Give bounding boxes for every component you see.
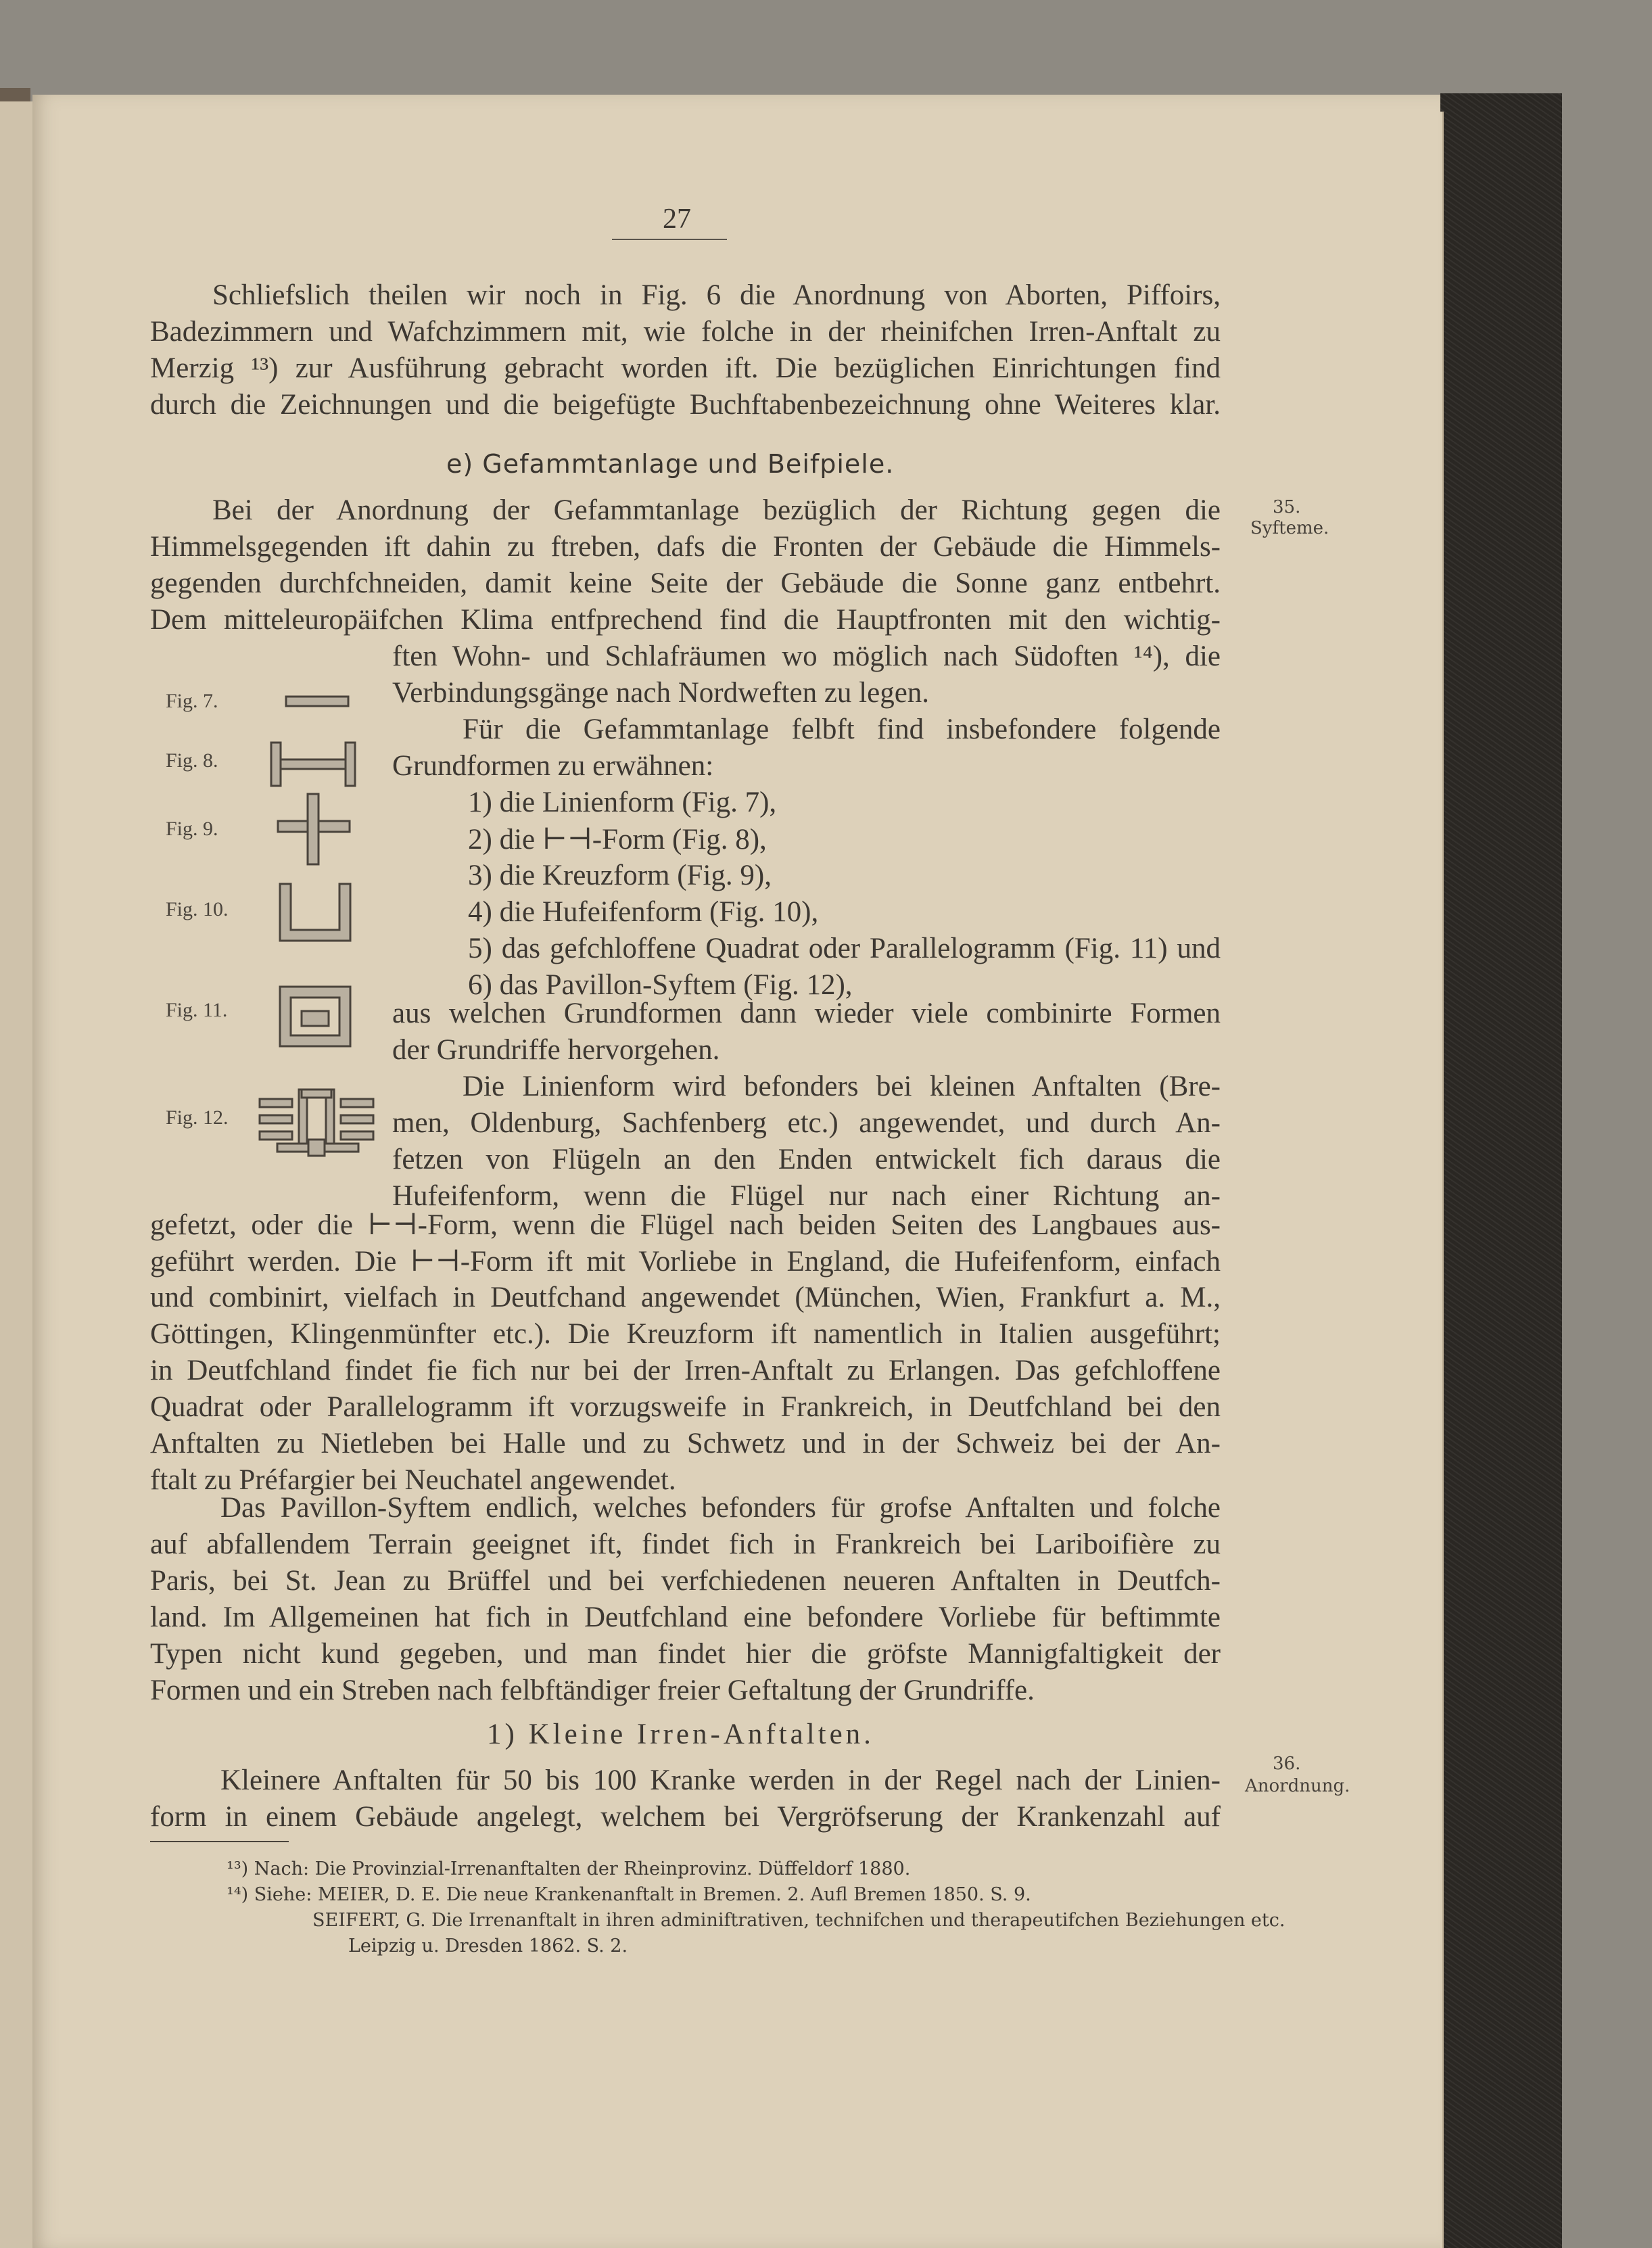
paragraph-3-continued xyxy=(150,1208,1221,1505)
figure-11-square-plan xyxy=(277,984,355,1052)
footnote-14-continued: SEIFERT, G. Die Irrenanftalt in ihren adminiftrativen, technifchen und therapeutifchen Beziehungen etc. xyxy=(312,1910,1285,1931)
paragraph-2 xyxy=(150,494,1221,642)
text-line: Schliefslich theilen wir noch in Fig. 6 die Anordnung von Aborten, Piffoirs, xyxy=(212,279,1221,311)
figure-label-9: Fig. 9. xyxy=(166,818,218,840)
margin-note-label: Anordnung. xyxy=(1245,1776,1350,1796)
text-line: geführt werden. Die ⊢⊣-Form ift mit Vorliebe in England, die Hufeifenform, einfach xyxy=(150,1246,1221,1278)
footnote-14-continued: Leipzig u. Dresden 1862. S. 2. xyxy=(348,1936,628,1957)
figure-10-horseshoe-plan xyxy=(277,881,355,945)
text-line: durch die Zeichnungen und die beigefügte Buchftabenbezeichnung ohne Weiteres klar. xyxy=(150,389,1221,421)
text-line: Himmelsgegenden ift dahin zu ftreben, dafs die Fronten der Gebäude die Himmels- xyxy=(150,531,1221,563)
page-number-rule xyxy=(612,239,727,240)
figure-8-h-plan xyxy=(269,741,358,789)
list-item: 6) das Pavillon-Syftem (Fig. 12), xyxy=(468,969,853,1001)
text-line: Die Linienform wird befonders bei kleinen Anftalten (Bre- xyxy=(463,1071,1221,1102)
text-line: form in einem Gebäude angelegt, welchem bei Vergröfserung der Krankenzahl auf xyxy=(150,1801,1221,1833)
text-line: Quadrat oder Parallelogramm ift vorzugsweife in Frankreich, in Deutfchland bei den xyxy=(150,1391,1221,1423)
text-line: Das Pavillon-Syftem endlich, welches befonders für grofse Anftalten und folche xyxy=(220,1492,1221,1524)
text-line: Paris, bei St. Jean zu Brüffel und bei verfchiedenen neueren Anftalten in Deutfch- xyxy=(150,1565,1221,1597)
figure-label-7: Fig. 7. xyxy=(166,690,218,712)
text-line: Göttingen, Klingenmünfter etc.). Die Kreuzform ift namentlich in Italien ausgeführt; xyxy=(150,1318,1221,1350)
list-item: 2) die ⊢⊣-Form (Fig. 8), xyxy=(468,824,767,856)
figure-9-cross-plan xyxy=(274,791,355,869)
text-line: Dem mitteleuropäifchen Klima entfprechend find die Hauptfronten mit den wichtig- xyxy=(150,604,1221,636)
text-line: Badezimmern und Wafchzimmern mit, wie folche in der rheinifchen Irren-Anftalt zu xyxy=(150,316,1221,348)
forms-list xyxy=(468,786,1221,1016)
figure-label-12: Fig. 12. xyxy=(166,1106,229,1129)
text-line: ftalt zu Préfargier bei Neuchatel angewendet. xyxy=(150,1464,676,1496)
text-line: und combinirt, vielfach in Deutfchand angewendet (München, Wien, Frankfurt a. M., xyxy=(150,1282,1221,1313)
text-line: gegenden durchfchneiden, damit keine Seite der Gebäude die Sonne ganz entbehrt. xyxy=(150,567,1221,599)
text-line: Hufeifenform, wenn die Flügel nur nach einer Richtung an- xyxy=(392,1180,1221,1212)
text-line: land. Im Allgemeinen hat fich in Deutfchland eine befondere Vorliebe für beftimmte xyxy=(150,1601,1221,1633)
text-line: Verbindungsgänge nach Nordweften zu legen. xyxy=(392,677,930,709)
text-line: in Deutfchland findet fie fich nur bei der Irren-Anftalt zu Erlangen. Das gefchloffene xyxy=(150,1355,1221,1386)
section-heading: e) Gefammtanlage und Beifpiele. xyxy=(446,449,895,479)
text-line: Kleinere Anftalten für 50 bis 100 Kranke werden in der Regel nach der Linien- xyxy=(220,1764,1221,1796)
left-page-edge xyxy=(0,101,32,2248)
text-line: Grundformen zu erwähnen: xyxy=(392,750,714,782)
book-cover-right xyxy=(1440,93,1562,2248)
text-line: Typen nicht kund gegeben, und man findet hier die gröfste Mannigfaltigkeit der xyxy=(150,1638,1221,1670)
text-line: Anftalten zu Nietleben bei Halle und zu Schwetz und in der Schweiz bei der An- xyxy=(150,1428,1221,1459)
list-item: 1) die Linienform (Fig. 7), xyxy=(468,787,777,818)
list-item: 5) das gefchloffene Quadrat oder Parallelogramm (Fig. 11) und xyxy=(468,933,1221,964)
text-line: auf abfallendem Terrain geeignet ift, findet fich in Frankreich bei Lariboifière zu xyxy=(150,1528,1221,1560)
text-line: men, Oldenburg, Sachfenberg etc.) angewendet, und durch An- xyxy=(392,1107,1221,1139)
figure-label-8: Fig. 8. xyxy=(166,749,218,772)
list-item: 3) die Kreuzform (Fig. 9), xyxy=(468,860,772,891)
text-line: ften Wohn- und Schlafräumen wo möglich nach Südoften ¹⁴), die xyxy=(392,640,1221,672)
figure-12-pavilion-plan xyxy=(257,1085,379,1160)
paragraph-3 xyxy=(392,997,1221,1227)
footnote-14: ¹⁴) Siehe: MEIER, D. E. Die neue Krankenanftalt in Bremen. 2. Aufl Bremen 1850. S. 9. xyxy=(227,1884,1031,1905)
margin-note-number: 36. xyxy=(1273,1754,1301,1774)
figure-7-line-plan xyxy=(284,693,352,709)
figure-label-11: Fig. 11. xyxy=(166,999,228,1021)
text-line: aus welchen Grundformen dann wieder viele combinirte Formen xyxy=(392,998,1221,1029)
margin-note-number: 35. xyxy=(1273,497,1301,517)
footnote-rule xyxy=(150,1841,289,1842)
paragraph-5 xyxy=(150,1764,1221,1838)
paragraph-4 xyxy=(150,1491,1221,1714)
footnote-13: ¹³) Nach: Die Provinzial-Irrenanftalten der Rheinprovinz. Düffeldorf 1880. xyxy=(227,1858,911,1879)
text-line: der Grundriffe hervorgehen. xyxy=(392,1034,720,1066)
paragraph-1 xyxy=(150,279,1221,434)
paragraph-2-continued xyxy=(392,640,1221,795)
text-line: Formen und ein Streben nach felbftändiger freier Geftaltung der Grundriffe. xyxy=(150,1675,1035,1706)
figure-label-10: Fig. 10. xyxy=(166,898,229,920)
margin-note-label: Syfteme. xyxy=(1250,518,1329,538)
text-line: gefetzt, oder die ⊢⊣-Form, wenn die Flügel nach beiden Seiten des Langbaues aus- xyxy=(150,1209,1221,1241)
text-line: Bei der Anordnung der Gefammtanlage bezüglich der Richtung gegen die xyxy=(212,494,1221,526)
subheading: 1) Kleine Irren-Anftalten. xyxy=(487,1718,874,1750)
text-line: Für die Gefammtanlage felbft find insbefondere folgende xyxy=(463,713,1221,745)
text-line: Merzig ¹³) zur Ausführung gebracht worden ift. Die bezüglichen Einrichtungen find xyxy=(150,352,1221,384)
text-line: fetzen von Flügeln an den Enden entwickelt fich daraus die xyxy=(392,1144,1221,1175)
page-number: 27 xyxy=(663,204,691,235)
list-item: 4) die Hufeifenform (Fig. 10), xyxy=(468,896,819,928)
